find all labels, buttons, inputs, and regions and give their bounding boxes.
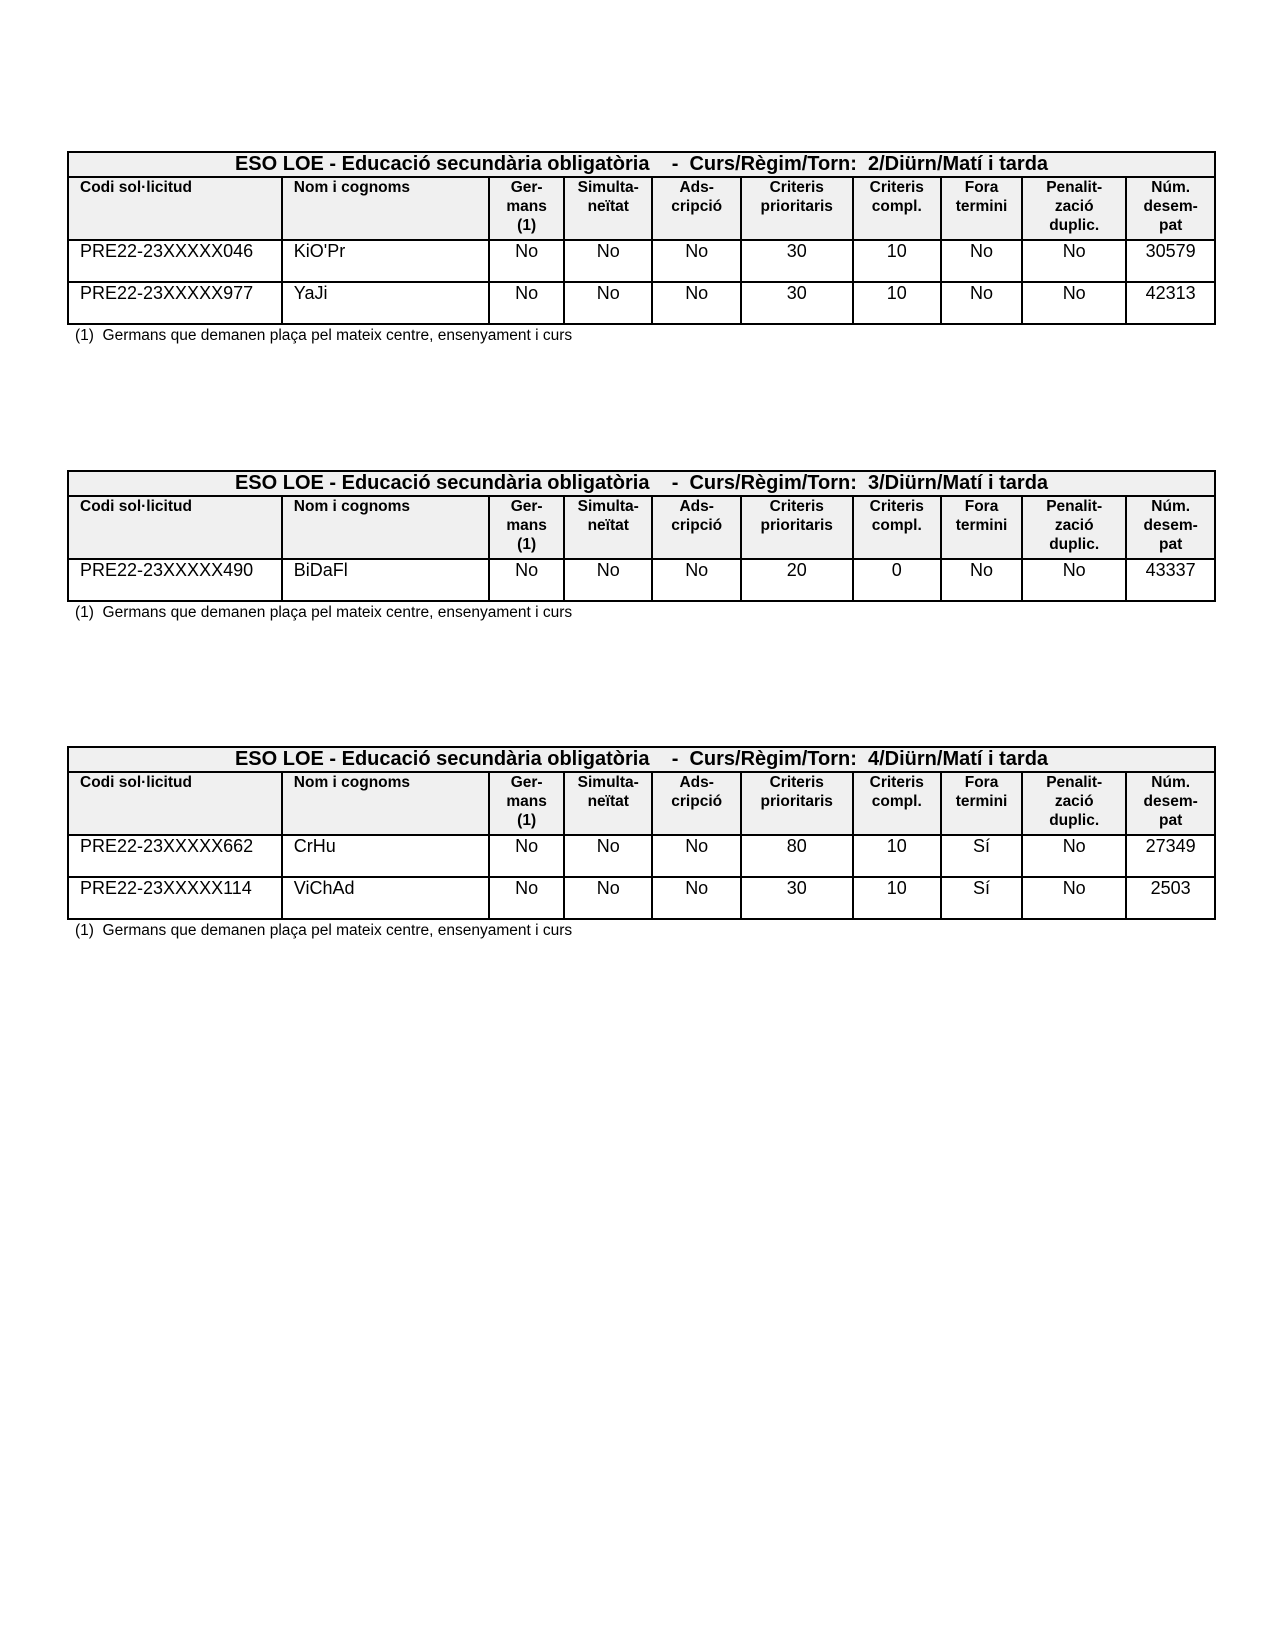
- cell-adscripcio: No: [652, 282, 740, 324]
- cell-codi: PRE22-23XXXXX114: [68, 877, 282, 919]
- column-header-codi: Codi sol·licitud: [68, 496, 282, 559]
- cell-criteris-prioritaris: 30: [741, 282, 853, 324]
- footnote: (1) Germans que demanen plaça pel mateix centre, ensenyament i curs: [75, 327, 573, 344]
- column-header-fora-termini: Fora termini: [941, 496, 1022, 559]
- column-header-fora-termini: Fora termini: [941, 177, 1022, 240]
- admission-table: [67, 470, 1216, 602]
- cell-nom: CrHu: [282, 835, 489, 877]
- cell-criteris-compl: 10: [853, 877, 941, 919]
- column-header-adscripcio: Ads- cripció: [652, 496, 740, 559]
- cell-penalitzacio: No: [1022, 835, 1126, 877]
- cell-nom: YaJi: [282, 282, 489, 324]
- cell-nom: KiO'Pr: [282, 240, 489, 282]
- column-header-adscripcio: Ads- cripció: [652, 177, 740, 240]
- cell-penalitzacio: No: [1022, 240, 1126, 282]
- cell-num-desempat: 43337: [1126, 559, 1215, 601]
- column-header-penalitzacio: Penalit- zació duplic.: [1022, 772, 1126, 835]
- cell-codi: PRE22-23XXXXX046: [68, 240, 282, 282]
- cell-codi: PRE22-23XXXXX662: [68, 835, 282, 877]
- footnote: (1) Germans que demanen plaça pel mateix centre, ensenyament i curs: [75, 604, 573, 621]
- cell-codi: PRE22-23XXXXX490: [68, 559, 282, 601]
- column-header-num-desempat: Núm. desem- pat: [1126, 772, 1215, 835]
- admission-table-block: [67, 470, 1216, 622]
- column-header-criteris-compl: Criteris compl.: [853, 772, 941, 835]
- column-header-criteris-prioritaris: Criteris prioritaris: [741, 496, 853, 559]
- cell-germans: No: [489, 835, 564, 877]
- column-header-codi: Codi sol·licitud: [68, 772, 282, 835]
- column-header-nom: Nom i cognoms: [282, 772, 489, 835]
- cell-criteris-compl: 10: [853, 282, 941, 324]
- cell-simultaneitat: No: [564, 559, 652, 601]
- cell-simultaneitat: No: [564, 282, 652, 324]
- column-header-criteris-compl: Criteris compl.: [853, 496, 941, 559]
- cell-germans: No: [489, 240, 564, 282]
- cell-fora-termini: No: [941, 559, 1022, 601]
- cell-criteris-prioritaris: 80: [741, 835, 853, 877]
- column-header-criteris-prioritaris: Criteris prioritaris: [741, 772, 853, 835]
- table-row: [68, 835, 1215, 877]
- cell-num-desempat: 42313: [1126, 282, 1215, 324]
- column-header-num-desempat: Núm. desem- pat: [1126, 177, 1215, 240]
- cell-criteris-compl: 10: [853, 240, 941, 282]
- cell-simultaneitat: No: [564, 877, 652, 919]
- column-header-germans: Ger- mans (1): [489, 496, 564, 559]
- cell-adscripcio: No: [652, 835, 740, 877]
- cell-penalitzacio: No: [1022, 559, 1126, 601]
- table-row: [68, 877, 1215, 919]
- cell-num-desempat: 30579: [1126, 240, 1215, 282]
- cell-criteris-prioritaris: 30: [741, 877, 853, 919]
- cell-adscripcio: No: [652, 559, 740, 601]
- column-header-simultaneitat: Simulta- neïtat: [564, 772, 652, 835]
- cell-penalitzacio: No: [1022, 877, 1126, 919]
- table-title: ESO LOE - Educació secundària obligatòria - Curs/Règim/Torn: 3/Diürn/Matí i tarda: [68, 471, 1215, 496]
- admission-table: [67, 151, 1216, 325]
- table-title: ESO LOE - Educació secundària obligatòria - Curs/Règim/Torn: 4/Diürn/Matí i tarda: [68, 747, 1215, 772]
- column-header-fora-termini: Fora termini: [941, 772, 1022, 835]
- cell-simultaneitat: No: [564, 835, 652, 877]
- cell-adscripcio: No: [652, 877, 740, 919]
- cell-fora-termini: Sí: [941, 877, 1022, 919]
- table-row: [68, 282, 1215, 324]
- column-header-criteris-prioritaris: Criteris prioritaris: [741, 177, 853, 240]
- admission-table: [67, 746, 1216, 920]
- table-title: ESO LOE - Educació secundària obligatòria - Curs/Règim/Torn: 2/Diürn/Matí i tarda: [68, 152, 1215, 177]
- column-header-simultaneitat: Simulta- neïtat: [564, 496, 652, 559]
- column-header-num-desempat: Núm. desem- pat: [1126, 496, 1215, 559]
- column-header-penalitzacio: Penalit- zació duplic.: [1022, 177, 1126, 240]
- cell-criteris-compl: 0: [853, 559, 941, 601]
- admission-table-block: [67, 746, 1216, 940]
- footnote: (1) Germans que demanen plaça pel mateix centre, ensenyament i curs: [75, 922, 573, 939]
- cell-codi: PRE22-23XXXXX977: [68, 282, 282, 324]
- cell-adscripcio: No: [652, 240, 740, 282]
- column-header-criteris-compl: Criteris compl.: [853, 177, 941, 240]
- cell-num-desempat: 2503: [1126, 877, 1215, 919]
- column-header-nom: Nom i cognoms: [282, 177, 489, 240]
- column-header-simultaneitat: Simulta- neïtat: [564, 177, 652, 240]
- cell-germans: No: [489, 559, 564, 601]
- column-header-nom: Nom i cognoms: [282, 496, 489, 559]
- cell-fora-termini: No: [941, 240, 1022, 282]
- table-row: [68, 559, 1215, 601]
- cell-num-desempat: 27349: [1126, 835, 1215, 877]
- cell-germans: No: [489, 282, 564, 324]
- cell-criteris-compl: 10: [853, 835, 941, 877]
- column-header-penalitzacio: Penalit- zació duplic.: [1022, 496, 1126, 559]
- cell-criteris-prioritaris: 30: [741, 240, 853, 282]
- column-header-germans: Ger- mans (1): [489, 177, 564, 240]
- cell-fora-termini: Sí: [941, 835, 1022, 877]
- cell-nom: BiDaFl: [282, 559, 489, 601]
- admission-table-block: [67, 151, 1216, 345]
- cell-simultaneitat: No: [564, 240, 652, 282]
- cell-nom: ViChAd: [282, 877, 489, 919]
- cell-fora-termini: No: [941, 282, 1022, 324]
- table-row: [68, 240, 1215, 282]
- column-header-codi: Codi sol·licitud: [68, 177, 282, 240]
- column-header-adscripcio: Ads- cripció: [652, 772, 740, 835]
- column-header-germans: Ger- mans (1): [489, 772, 564, 835]
- cell-penalitzacio: No: [1022, 282, 1126, 324]
- cell-germans: No: [489, 877, 564, 919]
- cell-criteris-prioritaris: 20: [741, 559, 853, 601]
